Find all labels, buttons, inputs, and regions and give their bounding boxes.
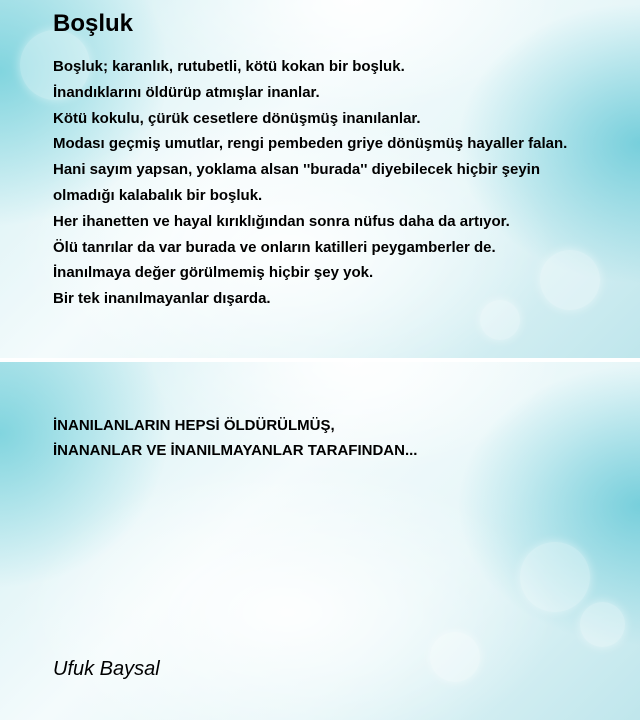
- poem-title: Boşluk: [53, 10, 134, 37]
- poem-line: Hani sayım yapsan, yoklama alsan ''burada'' diyebilecek hiçbir şeyin: [53, 161, 540, 179]
- poem-body: [53, 54, 567, 312]
- poem-panel-bottom: [0, 362, 640, 720]
- poem-line: Ölü tanrılar da var burada ve onların katilleri peygamberler de.: [53, 238, 496, 256]
- ending-line: İNANILANLARIN HEPSİ ÖLDÜRÜLMÜŞ,: [53, 417, 335, 434]
- bokeh-light: [520, 542, 590, 612]
- poem-line: Modası geçmiş umutlar, rengi pembeden griye dönüşmüş hayaller falan.: [53, 135, 568, 153]
- poem-line: Boşluk; karanlık, rutubetli, kötü kokan bir boşluk.: [53, 58, 405, 75]
- poem-line: İnanılmaya değer görülmemiş hiçbir şey yok.: [53, 264, 374, 282]
- poem-line: olmadığı kalabalık bir boşluk.: [53, 186, 263, 204]
- bokeh-light: [430, 632, 480, 682]
- poem-panel-top: [0, 0, 640, 358]
- poem-ending: [53, 413, 417, 463]
- poem-line: Kötü kokulu, çürük cesetlere dönüşmüş inanılanlar.: [53, 109, 421, 127]
- bokeh-light: [580, 602, 625, 647]
- poem-line: İnandıklarını öldürüp atmışlar inanlar.: [53, 83, 320, 101]
- ending-line: İNANANLAR VE İNANILMAYANLAR TARAFINDAN...: [53, 442, 418, 459]
- poem-line: Bir tek inanılmayanlar dışarda.: [53, 290, 271, 308]
- poem-line: Her ihanetten ve hayal kırıklığından sonra nüfus daha da artıyor.: [53, 212, 510, 230]
- author-name: Ufuk Baysal: [53, 658, 160, 680]
